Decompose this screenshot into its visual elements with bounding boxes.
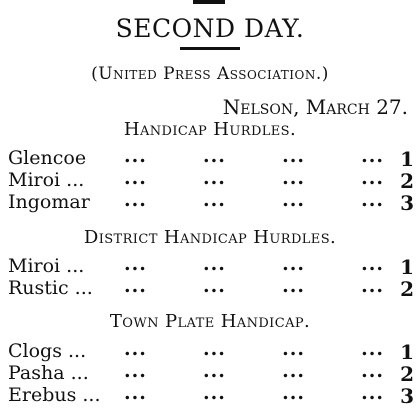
result-row — [8, 384, 414, 406]
horse-name: Clogs ... — [8, 340, 87, 362]
result-row — [8, 340, 414, 362]
leader-dots: ... ... ... ... — [124, 253, 384, 275]
placing: 2 — [400, 169, 414, 193]
race-title: Town Plate Handicap. — [109, 311, 311, 332]
horse-name: Erebus ... — [8, 384, 101, 406]
top-rule — [193, 0, 225, 4]
placing: 1 — [400, 255, 414, 279]
leader-dots: ... ... ... ... — [124, 189, 384, 211]
result-row — [8, 191, 414, 213]
page-title: SECOND DAY. — [115, 14, 305, 43]
horse-name: Pasha ... — [8, 362, 89, 384]
placing: 2 — [400, 277, 414, 301]
placing: 1 — [400, 147, 414, 171]
title-rule — [180, 47, 240, 50]
leader-dots: ... ... ... ... — [124, 275, 384, 297]
association-line: (United Press Association.) — [91, 64, 329, 84]
placing: 3 — [400, 384, 414, 408]
leader-dots: ... ... ... ... — [124, 382, 384, 404]
race-title: Handicap Hurdles. — [123, 119, 297, 140]
leader-dots: ... ... ... ... — [124, 360, 384, 382]
horse-name: Ingomar — [8, 191, 90, 213]
horse-name: Glencoe — [8, 147, 87, 169]
placing: 3 — [400, 191, 414, 215]
result-row — [8, 362, 414, 384]
leader-dots: ... ... ... ... — [124, 167, 384, 189]
leader-dots: ... ... ... ... — [124, 338, 384, 360]
race-title: District Handicap Hurdles. — [83, 227, 337, 248]
result-row — [8, 255, 414, 277]
result-row — [8, 147, 414, 169]
leader-dots: ... ... ... ... — [124, 145, 384, 167]
dateline: Nelson, March 27. — [222, 95, 408, 119]
horse-name: Miroi ... — [8, 255, 85, 277]
result-row — [8, 169, 414, 191]
placing: 2 — [400, 362, 414, 386]
horse-name: Miroi ... — [8, 169, 85, 191]
horse-name: Rustic ... — [8, 277, 93, 299]
result-row — [8, 277, 414, 299]
placing: 1 — [400, 340, 414, 364]
